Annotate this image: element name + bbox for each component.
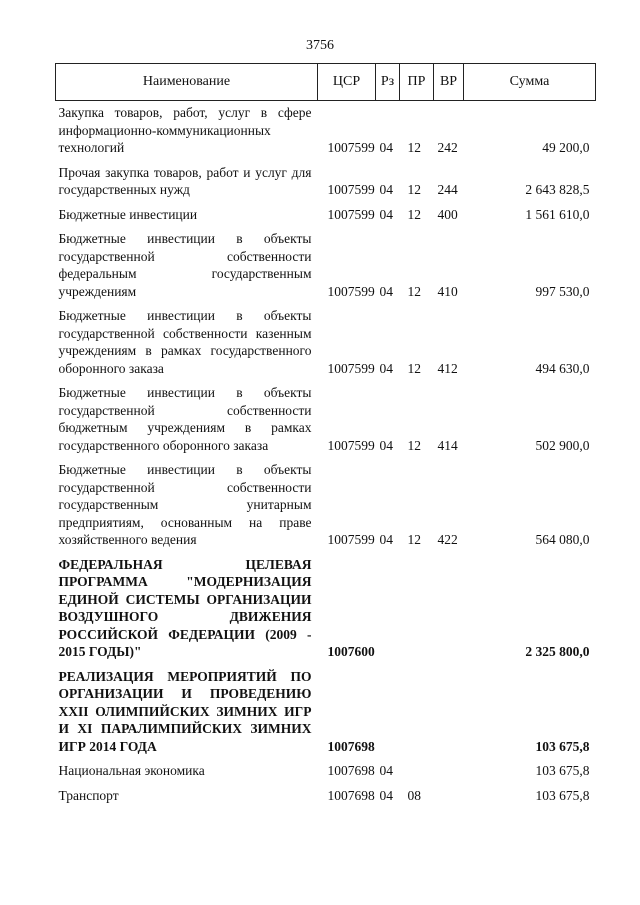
cell-rz (376, 549, 400, 661)
cell-vr (434, 661, 464, 756)
cell-pr: 12 (407, 283, 421, 299)
cell-pr: 12 (407, 532, 421, 547)
cell-pr (400, 549, 434, 661)
header-name: Наименование (56, 64, 318, 101)
cell-vr (434, 549, 464, 661)
cell-csr: 1007599 (327, 532, 375, 547)
table-header-row (56, 64, 596, 101)
table-row (56, 780, 596, 805)
table-row (56, 661, 596, 756)
budget-table (55, 63, 596, 804)
cell-vr: 244 (437, 182, 458, 197)
cell-vr (434, 755, 464, 780)
table-row (56, 549, 596, 661)
cell-csr: 1007599 (327, 206, 375, 222)
cell-sum: 564 080,0 (535, 532, 590, 547)
cell-rz: 04 (379, 283, 393, 299)
header-rz: Рз (376, 64, 400, 101)
cell-vr: 414 (437, 437, 458, 453)
table-row (56, 157, 596, 199)
table-row (56, 199, 596, 224)
header-sum: Сумма (464, 64, 596, 101)
cell-vr: 412 (437, 360, 458, 376)
table-row (56, 377, 596, 454)
cell-pr: 12 (407, 140, 421, 155)
header-pr: ПР (400, 64, 434, 101)
cell-csr: 1007599 (327, 283, 375, 299)
cell-sum: 103 675,8 (535, 763, 590, 778)
table-row (56, 454, 596, 549)
cell-name: Бюджетные инвестиции в объекты государственной собственности государственным унитарным предприятиям, основанным на праве хозяйственного ведения (58, 462, 312, 547)
cell-sum: 103 675,8 (535, 787, 590, 803)
cell-rz: 04 (379, 787, 393, 803)
header-csr: ЦСР (318, 64, 376, 101)
cell-vr: 400 (437, 206, 458, 222)
cell-vr (434, 780, 464, 805)
cell-name: Бюджетные инвестиции в объекты государственной собственности федеральным государственным учреждениям (58, 231, 312, 299)
cell-pr: 12 (407, 437, 421, 453)
cell-name: РЕАЛИЗАЦИЯ МЕРОПРИЯТИЙ ПО ОРГАНИЗАЦИИ И ПРОВЕДЕНИЮ XXII ОЛИМПИЙСКИХ ЗИМНИХ ИГР И XI ПАРАЛИМПИЙСКИХ ЗИМНИХ ИГР 2014 ГОДА (58, 668, 312, 754)
cell-rz: 04 (379, 763, 393, 778)
cell-csr: 1007599 (327, 437, 375, 453)
cell-name: ФЕДЕРАЛЬНАЯ ЦЕЛЕВАЯ ПРОГРАММА "МОДЕРНИЗАЦИЯ ЕДИНОЙ СИСТЕМЫ ОРГАНИЗАЦИИ ВОЗДУШНОГО ДВИЖЕНИЯ РОССИЙСКОЙ ФЕДЕРАЦИИ (2009 - 2015 ГОДЫ)" (58, 556, 312, 659)
cell-name: Бюджетные инвестиции (58, 206, 198, 222)
cell-csr: 1007599 (327, 140, 375, 155)
table-body (56, 101, 596, 805)
cell-rz: 04 (379, 140, 393, 155)
cell-rz: 04 (379, 206, 393, 222)
cell-name: Закупка товаров, работ, услуг в сфере информационно-коммуникационных технологий (58, 105, 312, 155)
cell-rz: 04 (379, 182, 393, 197)
header-vr: ВР (434, 64, 464, 101)
cell-sum: 49 200,0 (542, 140, 590, 155)
cell-vr: 422 (437, 532, 458, 547)
table-row (56, 223, 596, 300)
cell-pr (400, 755, 434, 780)
cell-pr: 12 (407, 182, 421, 197)
cell-rz: 04 (379, 437, 393, 453)
cell-vr: 410 (437, 283, 458, 299)
cell-sum: 1 561 610,0 (525, 206, 590, 222)
cell-name: Бюджетные инвестиции в объекты государственной собственности бюджетным учреждениям в рамках государственного оборонного заказа (58, 385, 312, 453)
cell-csr: 1007698 (327, 763, 375, 778)
cell-csr: 1007698 (327, 738, 375, 754)
cell-pr (400, 661, 434, 756)
cell-rz: 04 (379, 360, 393, 376)
page-number: 3756 (306, 38, 334, 53)
cell-rz: 04 (379, 532, 393, 547)
cell-sum: 2 643 828,5 (525, 182, 590, 197)
table-row (56, 101, 596, 157)
table-row (56, 300, 596, 377)
cell-name: Транспорт (58, 787, 119, 803)
cell-sum: 997 530,0 (535, 283, 590, 299)
cell-csr: 1007698 (327, 787, 375, 803)
cell-sum: 494 630,0 (535, 360, 590, 376)
cell-csr: 1007599 (327, 182, 375, 197)
cell-sum: 2 325 800,0 (525, 644, 590, 659)
cell-sum: 502 900,0 (535, 437, 590, 453)
cell-pr: 12 (407, 206, 421, 222)
table-row (56, 755, 596, 780)
cell-name: Прочая закупка товаров, работ и услуг для государственных нужд (58, 164, 312, 197)
cell-vr: 242 (437, 140, 458, 155)
cell-csr: 1007599 (327, 360, 375, 376)
cell-pr: 12 (407, 360, 421, 376)
cell-csr: 1007600 (327, 644, 375, 659)
cell-rz (376, 661, 400, 756)
cell-sum: 103 675,8 (535, 738, 590, 754)
cell-pr: 08 (407, 787, 421, 803)
cell-name: Бюджетные инвестиции в объекты государственной собственности казенным учреждениям в рамках государственного оборонного заказа (58, 308, 312, 376)
cell-name: Национальная экономика (58, 763, 205, 778)
